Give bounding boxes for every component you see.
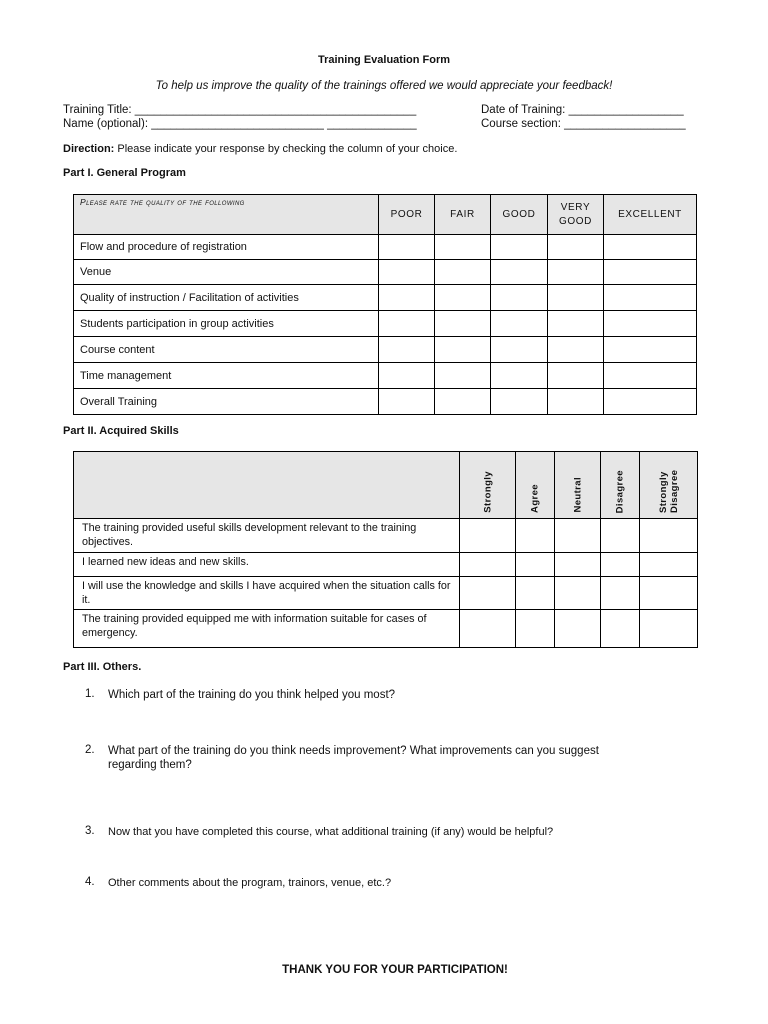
rating-cell[interactable]: [379, 311, 435, 337]
rating-cell[interactable]: [548, 235, 604, 260]
rating-cell[interactable]: [601, 577, 640, 610]
rating-cell[interactable]: [548, 337, 604, 363]
table-row: [74, 337, 697, 363]
direction: [63, 143, 457, 155]
rating-cell[interactable]: [516, 577, 555, 610]
col-disagree: Disagree: [601, 452, 640, 519]
rating-cell[interactable]: [379, 235, 435, 260]
general-program-table: [73, 194, 697, 415]
rating-cell[interactable]: [379, 389, 435, 415]
rating-cell[interactable]: [604, 285, 697, 311]
row-label: Students participation in group activities: [74, 311, 379, 337]
rating-cell[interactable]: [491, 235, 548, 260]
rating-cell[interactable]: [491, 337, 548, 363]
question-4-number: 4.: [85, 876, 95, 888]
question-2-text: What part of the training do you think needs improvement? What improvements can you suggest: [108, 745, 599, 757]
rating-cell[interactable]: [460, 553, 516, 577]
table-row: [74, 610, 698, 648]
skills-header-blank: [74, 452, 460, 519]
rating-cell[interactable]: [601, 553, 640, 577]
row-label: Overall Training: [74, 389, 379, 415]
question-4-text: Other comments about the program, trainors, venue, etc.?: [108, 877, 392, 889]
table-row: [74, 311, 697, 337]
rating-cell[interactable]: [435, 311, 491, 337]
rating-cell[interactable]: [604, 363, 697, 389]
rating-cell[interactable]: [491, 363, 548, 389]
rating-cell[interactable]: [379, 285, 435, 311]
col-strongly: Strongly: [460, 452, 516, 519]
rating-cell[interactable]: [460, 577, 516, 610]
rating-cell[interactable]: [491, 311, 548, 337]
date-field[interactable]: Date of Training: __________________: [481, 104, 684, 116]
rating-cell[interactable]: [516, 610, 555, 648]
rating-cell[interactable]: [435, 337, 491, 363]
rating-cell[interactable]: [604, 235, 697, 260]
rating-cell[interactable]: [604, 337, 697, 363]
table-row: [74, 285, 697, 311]
table-row: [74, 389, 697, 415]
rating-cell[interactable]: [548, 260, 604, 285]
part3-heading: Part III. Others.: [63, 661, 142, 673]
rating-cell[interactable]: [548, 363, 604, 389]
rating-cell[interactable]: [604, 311, 697, 337]
rating-cell[interactable]: [435, 235, 491, 260]
rating-cell[interactable]: [435, 285, 491, 311]
direction-text: Please indicate your response by checking the column of your choice.: [117, 143, 458, 155]
row-label: Quality of instruction / Facilitation of activities: [74, 285, 379, 311]
rating-cell[interactable]: [379, 260, 435, 285]
row-label: I learned new ideas and new skills.: [74, 553, 460, 577]
form-title: Training Evaluation Form: [317, 54, 451, 66]
col-good: GOOD: [491, 195, 548, 235]
rating-cell[interactable]: [491, 389, 548, 415]
rating-cell[interactable]: [548, 311, 604, 337]
row-label: The training provided equipped me with information suitable for cases of emergency.: [74, 610, 460, 648]
rating-cell[interactable]: [555, 519, 601, 553]
row-label: I will use the knowledge and skills I have acquired when the situation calls for it.: [74, 577, 460, 610]
col-strongly-disagree: Strongly Disagree: [640, 452, 698, 519]
question-2-number: 2.: [85, 744, 95, 756]
rating-cell[interactable]: [601, 519, 640, 553]
col-poor: POOR: [379, 195, 435, 235]
rating-cell[interactable]: [460, 519, 516, 553]
rating-cell[interactable]: [548, 389, 604, 415]
rating-cell[interactable]: [640, 519, 698, 553]
intro-text: To help us improve the quality of the trainings offered we would appreciate your feedback!: [155, 80, 613, 92]
table-row: [74, 577, 698, 610]
thank-you-message: THANK YOU FOR YOUR PARTICIPATION!: [282, 964, 508, 976]
rating-cell[interactable]: [640, 610, 698, 648]
table-row: [74, 260, 697, 285]
col-agree: Agree: [516, 452, 555, 519]
row-label: Course content: [74, 337, 379, 363]
rating-cell[interactable]: [460, 610, 516, 648]
table-row: [74, 235, 697, 260]
rating-cell[interactable]: [555, 553, 601, 577]
rating-cell[interactable]: [516, 553, 555, 577]
acquired-skills-table: [73, 451, 698, 648]
question-3-number: 3.: [85, 825, 95, 837]
question-2-text-cont: regarding them?: [108, 759, 192, 771]
col-fair: FAIR: [435, 195, 491, 235]
rating-cell[interactable]: [548, 285, 604, 311]
training-title-field[interactable]: Training Title: ____________________________________________: [63, 104, 417, 116]
rating-cell[interactable]: [491, 260, 548, 285]
question-3-text: Now that you have completed this course, what additional training (if any) would be helpful?: [108, 826, 554, 838]
part1-heading: Part I. General Program: [63, 167, 186, 179]
rating-cell[interactable]: [379, 337, 435, 363]
rating-header-label: Please rate the quality of the following: [74, 195, 379, 235]
course-section-field[interactable]: Course section: ___________________: [481, 118, 686, 130]
col-very-good: VERY GOOD: [548, 195, 604, 235]
rating-cell[interactable]: [516, 519, 555, 553]
table-row: [74, 519, 698, 553]
rating-cell[interactable]: [555, 610, 601, 648]
question-1-number: 1.: [85, 688, 95, 700]
table-row: [74, 363, 697, 389]
col-excellent: EXCELLENT: [604, 195, 697, 235]
col-neutral: Neutral: [555, 452, 601, 519]
row-label: Flow and procedure of registration: [74, 235, 379, 260]
rating-cell[interactable]: [640, 577, 698, 610]
rating-cell[interactable]: [435, 389, 491, 415]
rating-cell[interactable]: [640, 553, 698, 577]
question-1-text: Which part of the training do you think helped you most?: [108, 689, 396, 701]
rating-cell[interactable]: [601, 610, 640, 648]
rating-cell[interactable]: [435, 260, 491, 285]
table-row: [74, 553, 698, 577]
rating-cell[interactable]: [491, 285, 548, 311]
row-label: Venue: [74, 260, 379, 285]
rating-cell[interactable]: [379, 363, 435, 389]
part2-heading: Part II. Acquired Skills: [63, 425, 179, 437]
row-label: Time management: [74, 363, 379, 389]
direction-label: Direction:: [63, 143, 115, 155]
rating-cell[interactable]: [604, 260, 697, 285]
rating-cell[interactable]: [435, 363, 491, 389]
rating-cell[interactable]: [604, 389, 697, 415]
row-label: The training provided useful skills development relevant to the training objectives.: [74, 519, 460, 553]
rating-cell[interactable]: [555, 577, 601, 610]
name-field[interactable]: Name (optional): ___________________________ ______________: [63, 118, 417, 130]
